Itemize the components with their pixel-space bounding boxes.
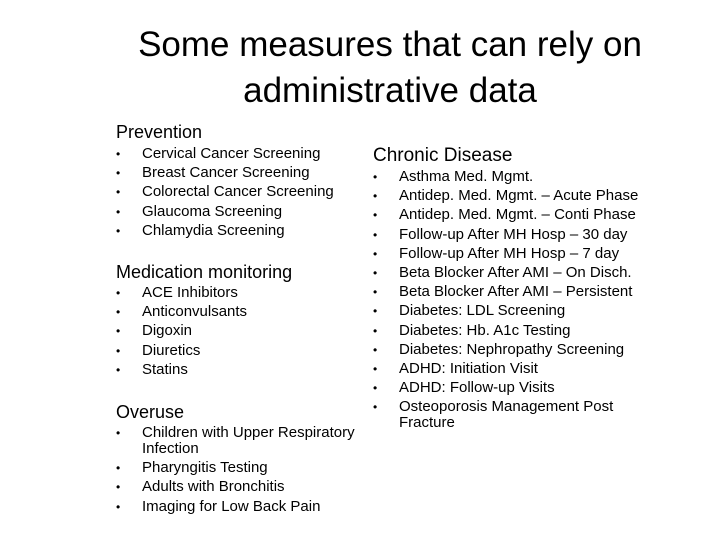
slide-title — [60, 22, 720, 114]
bullet-icon: • — [373, 342, 378, 357]
medication-list — [116, 285, 356, 381]
slide-title-line-1: Some measures that can rely on — [138, 25, 642, 64]
chronic-list — [373, 169, 669, 434]
bullet-icon: • — [373, 323, 378, 338]
bullet-icon: • — [116, 324, 121, 339]
list-item: • Asthma Med. Mgmt. — [373, 168, 534, 185]
list-item: • Digoxin — [116, 322, 193, 340]
list-item: • Chlamydia Screening — [116, 221, 285, 239]
bullet-icon: • — [116, 426, 121, 440]
bullet-icon: • — [373, 189, 378, 204]
list-item: • ACE Inhibitors — [116, 284, 238, 301]
list-item: • Follow-up After MH Hosp – 30 day — [373, 225, 628, 243]
bullet-icon: • — [116, 286, 121, 300]
bullet-icon: • — [373, 304, 378, 319]
bullet-icon: • — [373, 170, 378, 184]
list-item: • Children with Upper Respiratory Infection — [116, 424, 355, 457]
bullet-icon: • — [116, 305, 121, 320]
bullet-icon: • — [373, 208, 378, 223]
bullet-icon: • — [116, 185, 121, 200]
bullet-icon: • — [116, 166, 121, 181]
bullet-icon: • — [116, 223, 121, 238]
bullet-icon: • — [373, 361, 378, 376]
list-item: • Glaucoma Screening — [116, 202, 283, 220]
prevention-heading: Prevention — [116, 122, 203, 142]
bullet-icon: • — [116, 461, 121, 476]
list-item: • Antidep. Med. Mgmt. – Conti Phase — [373, 206, 636, 224]
bullet-icon: • — [373, 265, 378, 280]
bullet-icon: • — [373, 381, 378, 396]
overuse-heading: Overuse — [116, 402, 185, 422]
bullet-icon: • — [116, 343, 121, 358]
list-item: • ADHD: Follow-up Visits — [373, 379, 555, 397]
slide-title-line-2: administrative data — [243, 71, 537, 110]
list-item: • Anticonvulsants — [116, 303, 248, 321]
bullet-icon: • — [373, 285, 378, 300]
list-item: • Statins — [116, 360, 188, 378]
list-item: • Colorectal Cancer Screening — [116, 183, 334, 201]
bullet-icon: • — [116, 499, 121, 514]
overuse-list — [116, 425, 378, 518]
list-item: • Diabetes: Nephropathy Screening — [373, 340, 625, 358]
bullet-icon: • — [373, 227, 378, 242]
medication-heading: Medication monitoring — [116, 262, 293, 282]
list-item: • Cervical Cancer Screening — [116, 145, 321, 162]
list-item: • Diabetes: LDL Screening — [373, 302, 566, 320]
list-item: • Adults with Bronchitis — [116, 478, 285, 496]
list-item: • Pharyngitis Testing — [116, 459, 268, 477]
list-item: • ADHD: Initiation Visit — [373, 359, 538, 377]
list-item: • Beta Blocker After AMI – Persistent — [373, 283, 633, 301]
chronic-heading: Chronic Disease — [373, 145, 513, 166]
list-item: • Diuretics — [116, 341, 201, 359]
list-item: • Imaging for Low Back Pain — [116, 497, 321, 515]
bullet-icon: • — [116, 204, 121, 219]
bullet-icon: • — [116, 362, 121, 377]
list-item: • Diabetes: Hb. A1c Testing — [373, 321, 571, 339]
bullet-icon: • — [373, 400, 378, 415]
bullet-icon: • — [116, 147, 121, 161]
bullet-icon: • — [116, 480, 121, 495]
list-item: • Antidep. Med. Mgmt. – Acute Phase — [373, 187, 639, 205]
list-item: • Breast Cancer Screening — [116, 164, 310, 182]
list-item: • Beta Blocker After AMI – On Disch. — [373, 263, 632, 281]
list-item: • Osteoporosis Management Post Fracture — [373, 398, 614, 432]
list-item: • Follow-up After MH Hosp – 7 day — [373, 244, 620, 262]
bullet-icon: • — [373, 246, 378, 261]
prevention-list — [116, 146, 356, 242]
